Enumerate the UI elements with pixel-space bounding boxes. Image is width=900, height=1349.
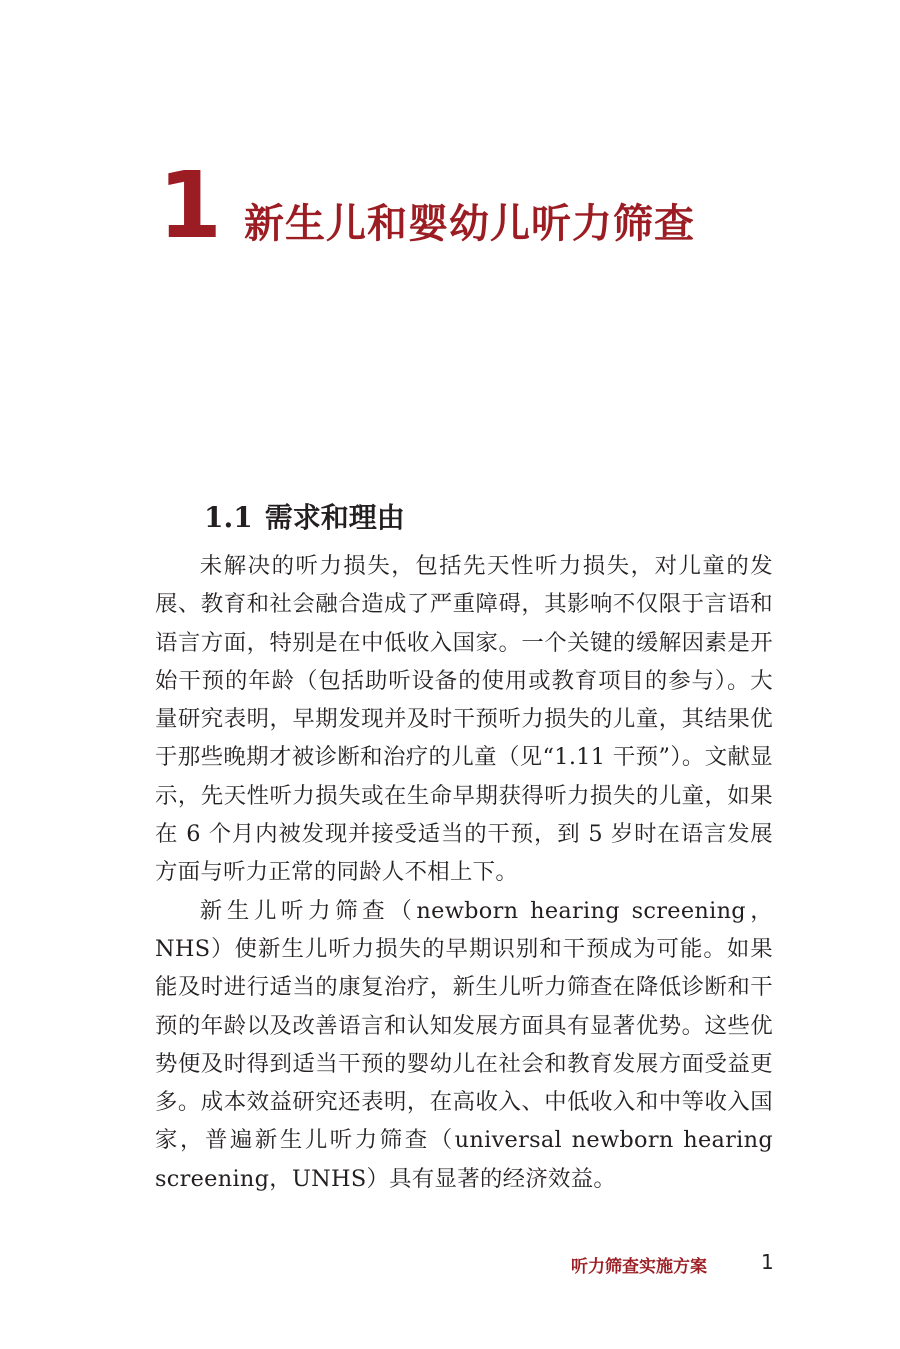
section-number: 1.1 (204, 501, 253, 534)
chapter-number: 1 (158, 152, 223, 259)
chapter-heading (158, 152, 696, 259)
running-footer-title: 听力筛查实施方案 (571, 1257, 707, 1277)
section-heading (204, 496, 405, 536)
section-title: 需求和理由 (264, 501, 405, 534)
page-number: 1 (761, 1250, 774, 1274)
paragraph: 新生儿听力筛查（newborn hearing screening，NHS）使新生儿听力损失的早期识别和干预成为可能。如果能及时进行适当的康复治疗，新生儿听力筛查在降低诊断和干预的年龄以及改善语言和认知发展方面具有显著优势。这些优势便及时得到适当干预的婴幼儿在社会和教育发展方面受益更多。成本效益研究还表明，在高收入、中低收入和中等收入国家，普遍新生儿听力筛查（universal newborn hearing screening，UNHS）具有显著的经济效益。 (155, 897, 773, 1192)
chapter-title: 新生儿和婴幼儿听力筛查 (244, 201, 696, 247)
body-text (155, 547, 773, 1198)
page-footer (0, 1252, 900, 1282)
paragraph: 未解决的听力损失，包括先天性听力损失，对儿童的发展、教育和社会融合造成了严重障碍，其影响不仅限于言语和语言方面，特别是在中低收入国家。一个关键的缓解因素是开始干预的年龄（包括助听设备的使用或教育项目的参与）。大量研究表明，早期发现并及时干预听力损失的儿童，其结果优于那些晚期才被诊断和治疗的儿童（见“1.11 干预”）。文献显示，先天性听力损失或在生命早期获得听力损失的儿童，如果在 6 个月内被发现并接受适当的干预，到 5 岁时在语言发展方面与听力正常的同龄人不相上下。 (155, 553, 773, 886)
